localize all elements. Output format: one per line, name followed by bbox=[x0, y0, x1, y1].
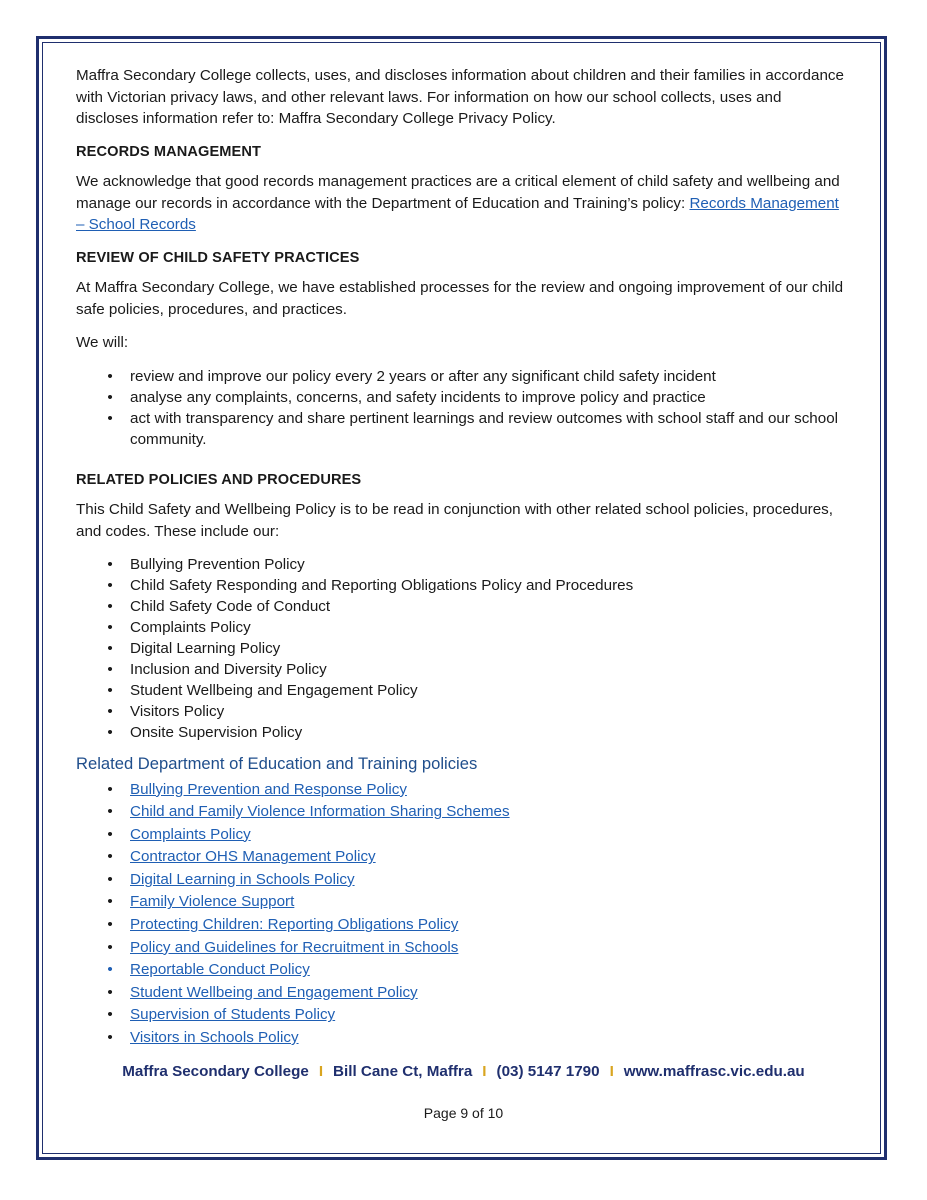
list-item bbox=[76, 937, 846, 960]
dept-policy-link[interactable]: Student Wellbeing and Engagement Policy bbox=[130, 983, 418, 1001]
list-item bbox=[76, 982, 846, 1005]
bullet-icon: • bbox=[107, 661, 113, 678]
list-item: • Child Safety Responding and Reporting Obligations Policy and Procedures bbox=[76, 575, 846, 596]
dept-policies-list bbox=[76, 779, 846, 1050]
dept-policy-link[interactable]: Complaints Policy bbox=[130, 825, 251, 843]
bullet-icon: • bbox=[107, 703, 113, 720]
related-policies-list bbox=[76, 554, 846, 743]
dept-policy-link[interactable]: Family Violence Support bbox=[130, 893, 295, 911]
list-item: • act with transparency and share pertinent learnings and review outcomes with school staff and our school community. bbox=[76, 408, 846, 450]
bullet-icon: • bbox=[107, 916, 113, 934]
dept-policy-link[interactable]: Bullying Prevention and Response Policy bbox=[130, 780, 407, 798]
dept-policy-link[interactable]: Visitors in Schools Policy bbox=[130, 1029, 299, 1047]
dept-policy-link[interactable]: Contractor OHS Management Policy bbox=[130, 848, 376, 866]
list-item bbox=[76, 869, 846, 892]
list-item bbox=[76, 959, 846, 982]
list-item: • review and improve our policy every 2 years or after any significant child safety incident bbox=[76, 366, 846, 387]
footer-website[interactable]: www.maffrasc.vic.edu.au bbox=[623, 1063, 805, 1080]
records-management-link[interactable]: Records Management – School Records bbox=[76, 194, 839, 233]
bullet-icon: • bbox=[107, 938, 113, 956]
bullet-icon: • bbox=[107, 848, 113, 866]
list-item bbox=[76, 824, 846, 847]
bullet-icon: • bbox=[107, 983, 113, 1001]
list-item: • Digital Learning Policy bbox=[76, 638, 846, 659]
bullet-icon: • bbox=[107, 367, 113, 385]
bullet-icon: • bbox=[107, 1029, 113, 1047]
list-item: • analyse any complaints, concerns, and safety incidents to improve policy and practice bbox=[76, 387, 846, 408]
bullet-icon: • bbox=[107, 556, 113, 573]
dept-policies-heading: Related Department of Education and Training policies bbox=[76, 754, 478, 773]
list-item: • Child Safety Code of Conduct bbox=[76, 596, 846, 617]
records-paragraph bbox=[76, 171, 846, 236]
bullet-icon: • bbox=[107, 577, 113, 594]
list-item bbox=[76, 891, 846, 914]
dept-policy-link[interactable]: Digital Learning in Schools Policy bbox=[130, 870, 355, 888]
bullet-icon: • bbox=[107, 825, 113, 843]
list-item: • Student Wellbeing and Engagement Policy bbox=[76, 680, 846, 701]
review-heading: REVIEW OF CHILD SAFETY PRACTICES bbox=[76, 249, 360, 266]
page-footer bbox=[0, 1063, 927, 1080]
dept-policy-link[interactable]: Supervision of Students Policy bbox=[130, 1006, 336, 1024]
list-item bbox=[76, 846, 846, 869]
list-item: • Onsite Supervision Policy bbox=[76, 722, 846, 743]
bullet-icon: • bbox=[107, 640, 113, 657]
dept-policy-link[interactable]: Child and Family Violence Information Sharing Schemes bbox=[130, 803, 510, 821]
footer-address: Bill Cane Ct, Maffra bbox=[333, 1063, 473, 1080]
related-heading: RELATED POLICIES AND PROCEDURES bbox=[76, 471, 362, 488]
related-paragraph: This Child Safety and Wellbeing Policy is to be read in conjunction with other related school policies, procedures, and codes. These include our: bbox=[76, 501, 833, 540]
bullet-icon: • bbox=[107, 893, 113, 911]
bullet-icon: • bbox=[107, 388, 113, 406]
bullet-icon: • bbox=[107, 598, 113, 615]
list-item bbox=[76, 1027, 846, 1050]
records-text: We acknowledge that good records management practices are a critical element of child safety and wellbeing and manage our records in accordance with the Department of Education and Training’s policy: bbox=[76, 173, 840, 212]
records-heading: RECORDS MANAGEMENT bbox=[76, 143, 262, 160]
bullet-icon: • bbox=[107, 961, 113, 979]
list-item: • Visitors Policy bbox=[76, 701, 846, 722]
list-item: • Complaints Policy bbox=[76, 617, 846, 638]
review-paragraph: At Maffra Secondary College, we have established processes for the review and ongoing improvement of our child safe policies, procedures, and practices. bbox=[76, 279, 844, 318]
bullet-icon: • bbox=[107, 870, 113, 888]
we-will-label: We will: bbox=[76, 334, 129, 351]
footer-separator: I bbox=[482, 1063, 487, 1080]
footer-school-name: Maffra Secondary College bbox=[122, 1063, 309, 1080]
footer-separator: I bbox=[609, 1063, 614, 1080]
list-item: • Bullying Prevention Policy bbox=[76, 554, 846, 575]
bullet-icon: • bbox=[107, 409, 113, 427]
dept-policy-link[interactable]: Reportable Conduct Policy bbox=[130, 961, 310, 979]
page-number: Page 9 of 10 bbox=[423, 1105, 504, 1121]
list-item bbox=[76, 779, 846, 802]
footer-separator: I bbox=[318, 1063, 324, 1080]
list-item: • Inclusion and Diversity Policy bbox=[76, 659, 846, 680]
bullet-icon: • bbox=[107, 780, 113, 798]
list-item bbox=[76, 914, 846, 937]
dept-policy-link[interactable]: Policy and Guidelines for Recruitment in Schools bbox=[130, 938, 459, 956]
bullet-icon: • bbox=[107, 619, 113, 636]
bullet-icon: • bbox=[107, 682, 113, 699]
dept-policy-link[interactable]: Protecting Children: Reporting Obligations Policy bbox=[130, 916, 459, 934]
list-item bbox=[76, 1004, 846, 1027]
review-list bbox=[76, 366, 846, 450]
bullet-icon: • bbox=[107, 1006, 113, 1024]
bullet-icon: • bbox=[107, 803, 113, 821]
bullet-icon: • bbox=[107, 724, 113, 741]
list-item bbox=[76, 801, 846, 824]
intro-paragraph: Maffra Secondary College collects, uses, and discloses information about children and their families in accordance with Victorian privacy laws, and other relevant laws. For information on how our school collects, uses and discloses information refer to: Maffra Secondary College Privacy Policy. bbox=[76, 67, 844, 127]
footer-phone: (03) 5147 1790 bbox=[496, 1063, 600, 1080]
document-body bbox=[76, 65, 846, 1062]
